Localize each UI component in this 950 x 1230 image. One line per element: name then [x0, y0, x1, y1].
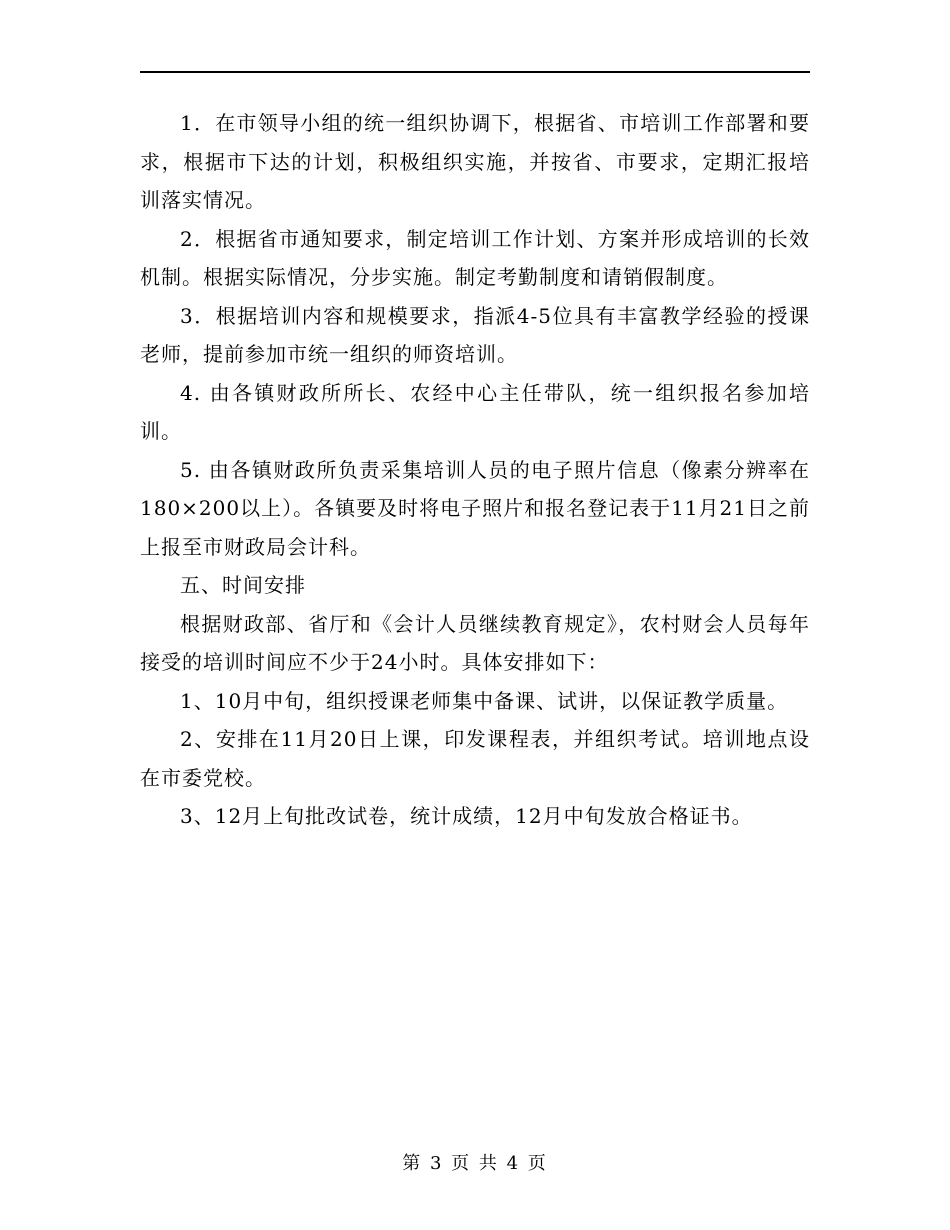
paragraph-6: 根据财政部、省厅和《会计人员继续教育规定》，农村财会人员每年接受的培训时间应不少于24小时。具体安排如下：: [140, 611, 810, 674]
schedule-item-3: 3、12月上旬批改试卷，统计成绩，12月中旬发放合格证书。: [180, 804, 753, 828]
paragraph-5: 5. 由各镇财政所负责采集培训人员的电子照片信息（像素分辨率在180×200以上）。各镇要及时将电子照片和报名登记表于11月21日之前上报至市财政局会计科。: [140, 457, 811, 559]
section-heading: 五、时间安排: [180, 573, 306, 597]
page-number-footer: 第 3 页 共 4 页: [402, 1153, 548, 1174]
paragraph-1: 1．在市领导小组的统一组织协调下，根据省、市培训工作部署和要求，根据市下达的计划，积极组织实施，并按省、市要求，定期汇报培训落实情况。: [140, 111, 810, 212]
document-body: [140, 104, 810, 836]
paragraph-4: 4. 由各镇财政所所长、农经中心主任带队，统一组织报名参加培训。: [140, 380, 810, 443]
schedule-item-2: 2、安排在11月20日上课，印发课程表，并组织考试。培训地点设在市委党校。: [140, 727, 810, 790]
paragraph-2: 2．根据省市通知要求，制定培训工作计划、方案并形成培训的长效机制。根据实际情况，分步实施。制定考勤制度和请销假制度。: [140, 226, 810, 289]
schedule-item-1: 1、10月中旬，组织授课老师集中备课、试讲，以保证教学质量。: [180, 688, 789, 713]
header-rule: [140, 71, 810, 73]
paragraph-3: 3．根据培训内容和规模要求，指派4-5位具有丰富教学经验的授课老师，提前参加市统一组织的师资培训。: [140, 303, 810, 366]
